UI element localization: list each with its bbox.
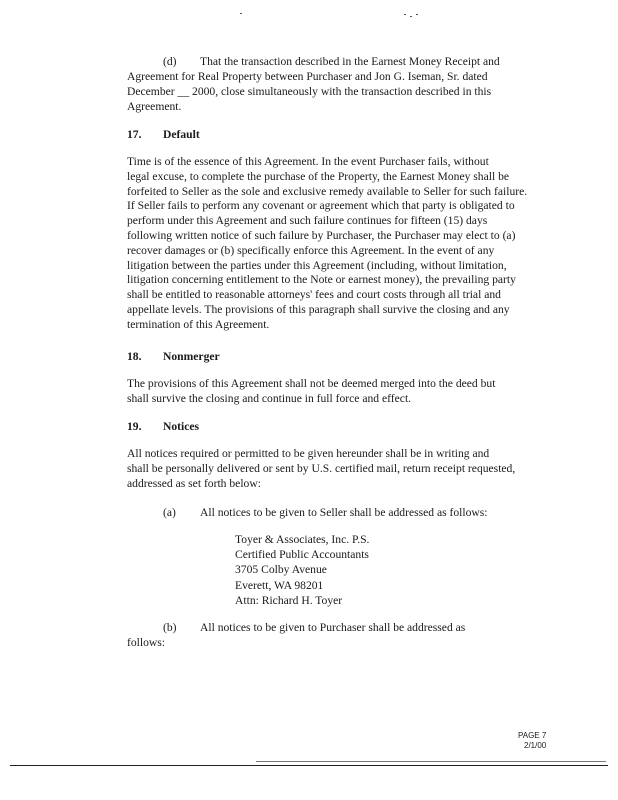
- section-19-body: [127, 447, 547, 491]
- text-line: litigation between the parties under this Agreement (including, without limitation,: [127, 258, 507, 272]
- section-18-title: Nonmerger: [163, 350, 220, 363]
- scan-speck: [410, 16, 412, 17]
- text-line: following written notice of such failure by Purchaser, the Purchaser may elect to (a): [127, 228, 516, 242]
- text-line: shall survive the closing and continue in full force and effect.: [127, 391, 412, 405]
- page-number: PAGE 7: [518, 731, 547, 740]
- bottom-rule: [10, 765, 608, 766]
- section-17-title: Default: [163, 128, 200, 141]
- clause-16d-line-1: That the transaction described in the Earnest Money Receipt and: [200, 55, 500, 68]
- notice-b-text: All notices to be given to Purchaser shall be addressed as: [200, 621, 466, 634]
- text-line: The provisions of this Agreement shall not be deemed merged into the deed but: [127, 377, 496, 390]
- clause-16d-label: (d): [163, 55, 177, 68]
- address-line: Attn: Richard H. Toyer: [235, 593, 343, 607]
- text-line: All notices required or permitted to be given hereunder shall be in writing and: [127, 447, 490, 460]
- text-line: termination of this Agreement.: [127, 317, 270, 331]
- text-line: Time is of the essence of this Agreement. In the event Purchaser fails, without: [127, 155, 489, 168]
- section-17-body: [127, 155, 547, 333]
- section-17-number: 17.: [127, 128, 142, 141]
- section-18-number: 18.: [127, 350, 142, 363]
- scan-speck: [404, 14, 406, 15]
- notice-b-label: (b): [163, 621, 177, 634]
- text-line: legal excuse, to complete the purchase of the Property, the Earnest Money shall be: [127, 169, 510, 183]
- bottom-rule-faint: [256, 761, 606, 762]
- notice-b-text-continued: follows:: [127, 636, 166, 649]
- text-line: recover damages or (b) specifically enforce this Agreement. In the event of any: [127, 243, 495, 257]
- address-line: Everett, WA 98201: [235, 578, 324, 592]
- footer-date: 2/1/00: [524, 741, 547, 750]
- seller-address-block: [235, 532, 369, 608]
- address-line: 3705 Colby Avenue: [235, 563, 327, 577]
- section-18-body: [127, 377, 547, 407]
- text-line: If Seller fails to perform any covenant or agreement which that party is obligated to: [127, 199, 515, 213]
- text-line: Agreement for Real Property between Purchaser and Jon G. Iseman, Sr. dated: [127, 70, 488, 83]
- text-line: appellate levels. The provisions of this paragraph shall survive the closing and any: [127, 302, 510, 316]
- text-line: forfeited to Seller as the sole and exclusive remedy available to Seller for such failure.: [127, 184, 528, 198]
- address-line: Certified Public Accountants: [235, 548, 369, 562]
- clause-16d-body: [127, 70, 547, 114]
- section-19-title: Notices: [163, 420, 200, 433]
- text-line: addressed as set forth below:: [127, 476, 261, 490]
- scan-speck: [416, 14, 418, 15]
- notice-a-text: All notices to be given to Seller shall be addressed as follows:: [200, 506, 488, 519]
- text-line: perform under this Agreement and such failure continues for fifteen (15) days: [127, 214, 488, 228]
- text-line: December __ 2000, close simultaneously with the transaction described in this: [127, 84, 492, 98]
- text-line: Agreement.: [127, 99, 182, 113]
- text-line: litigation concerning entitlement to the Note or earnest money), the prevailing party: [127, 273, 516, 287]
- notice-a-label: (a): [163, 506, 176, 519]
- scan-speck: [240, 13, 242, 14]
- text-line: shall be entitled to reasonable attorneys' fees and court costs through all trial and: [127, 288, 501, 302]
- text-line: shall be personally delivered or sent by U.S. certified mail, return receipt requested,: [127, 461, 516, 475]
- address-line: Toyer & Associates, Inc. P.S.: [235, 533, 370, 546]
- section-19-number: 19.: [127, 420, 142, 433]
